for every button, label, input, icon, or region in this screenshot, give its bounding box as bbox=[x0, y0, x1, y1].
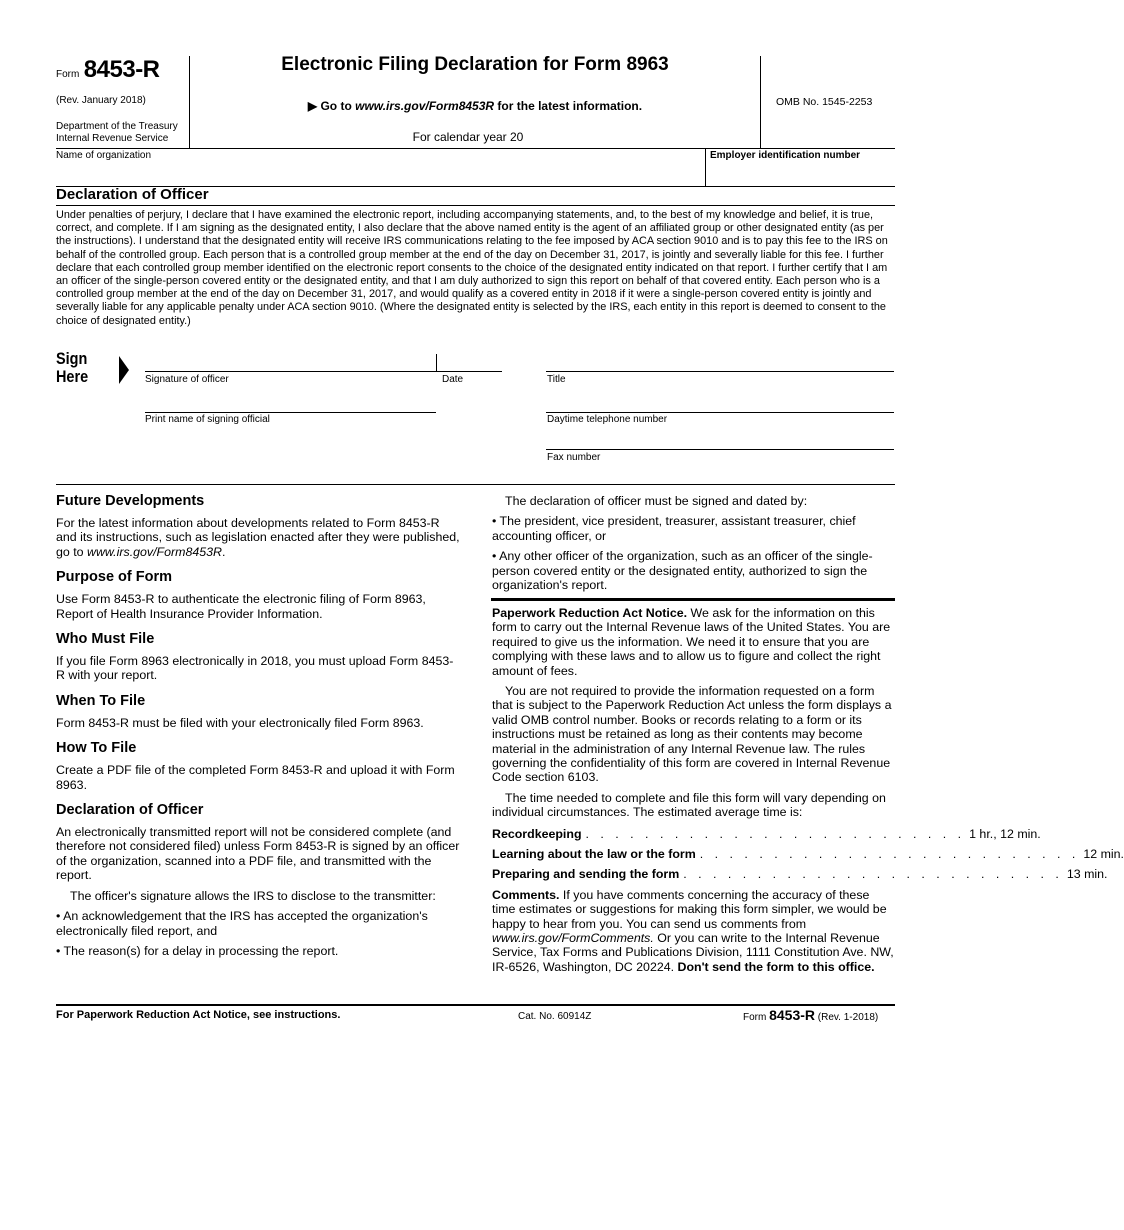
title-label: Title bbox=[547, 374, 566, 385]
officer-signature-text: The officer's signature allows the IRS to disclose to the transmitter: bbox=[70, 888, 436, 903]
department-line-2: Internal Revenue Service bbox=[56, 133, 169, 144]
pra-text-2: You are not required to provide the information requested on a form that is subject to the Paperwork Reduction Act unless the form displays a valid OMB control number. Books or records relating to a form or its instructions must be retained as long as their contents may become material in the administration of any Internal Revenue law. The rules governing the confidentiality of this form are covered in Internal Revenue Code section 6103. bbox=[492, 684, 892, 785]
catalog-number: Cat. No. 60914Z bbox=[518, 1011, 592, 1022]
revision-date: (Rev. January 2018) bbox=[56, 95, 146, 106]
leader-dots: . . . . . . . . . . . . . . . . . . . . . . . . . . bbox=[699, 846, 1080, 861]
right-bullet-2: • Any other officer of the organization, such as an officer of the single-person covered entity or the designated entity, authorized to sign the organization's report. bbox=[492, 549, 873, 593]
form-prefix: Form bbox=[56, 69, 80, 80]
how-to-file-heading: How To File bbox=[56, 740, 137, 757]
here-word: Here bbox=[56, 367, 89, 386]
pra-rule bbox=[491, 598, 895, 601]
pra-section bbox=[492, 606, 1124, 974]
future-developments-text bbox=[56, 516, 462, 559]
time-label: Preparing and sending the form bbox=[492, 866, 680, 881]
fax-label: Fax number bbox=[547, 452, 601, 463]
goto-suffix: for the latest information. bbox=[494, 99, 643, 113]
calendar-year-label: For calendar year 20 bbox=[412, 130, 524, 144]
time-value: 13 min. bbox=[1066, 866, 1108, 881]
time-row-preparing bbox=[492, 866, 1108, 881]
when-to-file-heading: When To File bbox=[56, 692, 146, 709]
future-end: . bbox=[221, 544, 226, 559]
signature-input[interactable] bbox=[146, 354, 432, 370]
leader-dots: . . . . . . . . . . . . . . . . . . . . . . . . . . bbox=[683, 866, 1063, 881]
who-must-file-heading: Who Must File bbox=[56, 631, 155, 648]
goto-link[interactable]: www.irs.gov/Form8453R bbox=[355, 99, 495, 113]
comments-link[interactable]: www.irs.gov/FormComments. bbox=[492, 930, 654, 945]
pra-title: Paperwork Reduction Act Notice. bbox=[492, 606, 688, 620]
comments-title: Comments. bbox=[492, 887, 560, 902]
fax-line bbox=[546, 449, 894, 450]
left-column bbox=[56, 493, 462, 958]
omb-number: OMB No. 1545-2253 bbox=[776, 96, 873, 108]
ein-divider bbox=[705, 148, 706, 187]
footer-form-id bbox=[743, 1007, 878, 1023]
declaration-officer-text: An electronically transmitted report will not be considered complete (and therefore not considered filed) unless Form 8453-R is signed by an officer of the organization, scanned into a PDF file, and transmitted with the report. bbox=[56, 825, 460, 883]
org-name-input[interactable] bbox=[60, 165, 700, 183]
comments-body: If you have comments concerning the accuracy of these time estimates or suggestions for making this form simpler, we would be happy to hear from you. You can send us comments from bbox=[492, 887, 887, 931]
org-name-label: Name of organization bbox=[56, 150, 152, 161]
date-label: Date bbox=[442, 374, 464, 385]
declaration-title-rule bbox=[56, 205, 895, 206]
header-bottom-rule bbox=[56, 148, 895, 149]
sign-word: Sign bbox=[56, 349, 88, 368]
sign-bottom-rule bbox=[56, 484, 895, 485]
footer-rule bbox=[56, 1004, 895, 1006]
date-divider bbox=[436, 354, 437, 372]
time-estimates bbox=[492, 826, 1124, 881]
purpose-heading: Purpose of Form bbox=[56, 569, 173, 586]
print-name-label: Print name of signing official bbox=[145, 414, 270, 425]
comments-bold: Don't send the form to this office. bbox=[677, 959, 875, 974]
declaration-officer-heading: Declaration of Officer bbox=[56, 802, 204, 819]
pra-text-3: The time needed to complete and file this form will vary depending on individual circumstances. The estimated average time is: bbox=[492, 790, 886, 820]
time-value: 1 hr., 12 min. bbox=[969, 826, 1041, 841]
form-number: 8453-R bbox=[83, 56, 160, 83]
future-developments-heading: Future Developments bbox=[56, 493, 205, 509]
goto-prefix: ▶ Go to bbox=[307, 99, 356, 113]
calendar-year-line bbox=[190, 130, 760, 144]
title-input[interactable] bbox=[548, 354, 892, 370]
time-label: Recordkeeping bbox=[492, 826, 582, 841]
right-bullet-1: • The president, vice president, treasurer, assistant treasurer, chief accounting officer, or bbox=[492, 514, 856, 543]
declaration-text: Under penalties of perjury, I declare that I have examined the electronic report, including accompanying statements, and, to the best of my knowledge and belief, it is true, correct, and complete. If I am signing as the designated entity, I also declare that the above named entity is the agent of an affiliated group or other designated entity (as per the instructions). I understand that the designated entity will receive IRS communications relating to the fee imposed by ACA section 9010 and is to pay this fee to the IRS on behalf of the controlled group. Each person that is a controlled group member at the end of the day on December 31, 2017, is jointly and severally liable for this fee. I further declare that each controlled group member identified on the electronic report consents to the choice of the designated entity indicated on that report. I further certify that I am an officer of the single-person covered entity or the designated entity, and that I am duly authorized to sign this report on behalf of that covered entity. Each person who is a controlled group member at the end of the day on December 31, 2017, and would qualify as a covered entity in 2018 if it were a single-person covered entity is jointly and severally liable for any applicable penalty under ACA section 9010. (Where the designated entity is selected by the IRS, each entity in this report is deemed to consent to the choice of designated entity.) bbox=[56, 209, 888, 327]
footer-rev: (Rev. 1-2018) bbox=[815, 1012, 879, 1023]
time-row-learning bbox=[492, 846, 1124, 861]
phone-line bbox=[546, 412, 894, 413]
left-bullet-1: • An acknowledgement that the IRS has accepted the organization's electronically filed report, and bbox=[56, 909, 428, 938]
form-number-block bbox=[56, 56, 160, 84]
form-title: Electronic Filing Declaration for Form 8963 bbox=[281, 54, 669, 75]
pra-notice bbox=[492, 606, 895, 678]
footer-notice: For Paperwork Reduction Act Notice, see instructions. bbox=[56, 1009, 341, 1021]
comments-text bbox=[492, 888, 895, 974]
pra-text: We ask for the information on this form to carry out the Internal Revenue laws of the United States. You are required to give us the information. We need it to ensure that you are complying with these laws and to allow us to figure and collect the right amount of fees. bbox=[492, 606, 891, 678]
goto-line bbox=[190, 99, 760, 113]
right-column bbox=[492, 494, 895, 592]
fax-input[interactable] bbox=[548, 432, 892, 448]
header-divider-right bbox=[760, 56, 761, 148]
phone-input[interactable] bbox=[548, 395, 892, 411]
calendar-year-input[interactable] bbox=[523, 130, 543, 144]
who-must-file-text: If you file Form 8963 electronically in 2018, you must upload Form 8453-R with your report. bbox=[56, 654, 454, 683]
time-value: 12 min. bbox=[1083, 846, 1124, 861]
purpose-text: Use Form 8453-R to authenticate the electronic filing of Form 8963, Report of Health Insurance Provider Information. bbox=[56, 592, 426, 621]
future-link[interactable]: www.irs.gov/Form8453R bbox=[87, 544, 222, 559]
left-bullet-2: • The reason(s) for a delay in processing the report. bbox=[56, 943, 339, 958]
time-label: Learning about the law or the form bbox=[492, 846, 696, 861]
footer-form-number: 8453-R bbox=[769, 1007, 816, 1023]
declaration-title: Declaration of Officer bbox=[56, 186, 209, 203]
future-text: For the latest information about developments related to Form 8453-R and its instructions, such as legislation enacted after they were published, go to bbox=[56, 516, 460, 559]
ein-input[interactable] bbox=[712, 165, 892, 183]
phone-label: Daytime telephone number bbox=[547, 414, 668, 425]
how-to-file-text: Create a PDF file of the completed Form 8453-R and upload it with Form 8963. bbox=[56, 763, 455, 792]
sign-arrow-icon bbox=[119, 356, 129, 384]
signature-label: Signature of officer bbox=[145, 374, 229, 385]
signed-by-text: The declaration of officer must be signed and dated by: bbox=[505, 494, 808, 508]
ein-label: Employer identification number bbox=[710, 150, 861, 161]
date-input[interactable] bbox=[441, 354, 499, 370]
time-row-recordkeeping bbox=[492, 826, 1041, 841]
leader-dots: . . . . . . . . . . . . . . . . . . . . . . . . . . bbox=[585, 826, 966, 841]
footer-form-prefix: Form bbox=[743, 1012, 770, 1023]
sign-here-label bbox=[56, 350, 88, 386]
when-to-file-text: Form 8453-R must be filed with your electronically filed Form 8963. bbox=[56, 715, 424, 730]
print-name-line bbox=[145, 412, 436, 413]
title-line bbox=[546, 371, 894, 372]
print-name-input[interactable] bbox=[146, 395, 434, 411]
comments-body-2: Or you can write to the Internal Revenue Service, Tax Forms and Publications Division, 1111 Constitution Ave. NW, IR-6526, Washington, DC 20224. bbox=[492, 930, 894, 974]
department-line-1: Department of the Treasury bbox=[56, 121, 178, 132]
signature-line bbox=[145, 371, 502, 372]
